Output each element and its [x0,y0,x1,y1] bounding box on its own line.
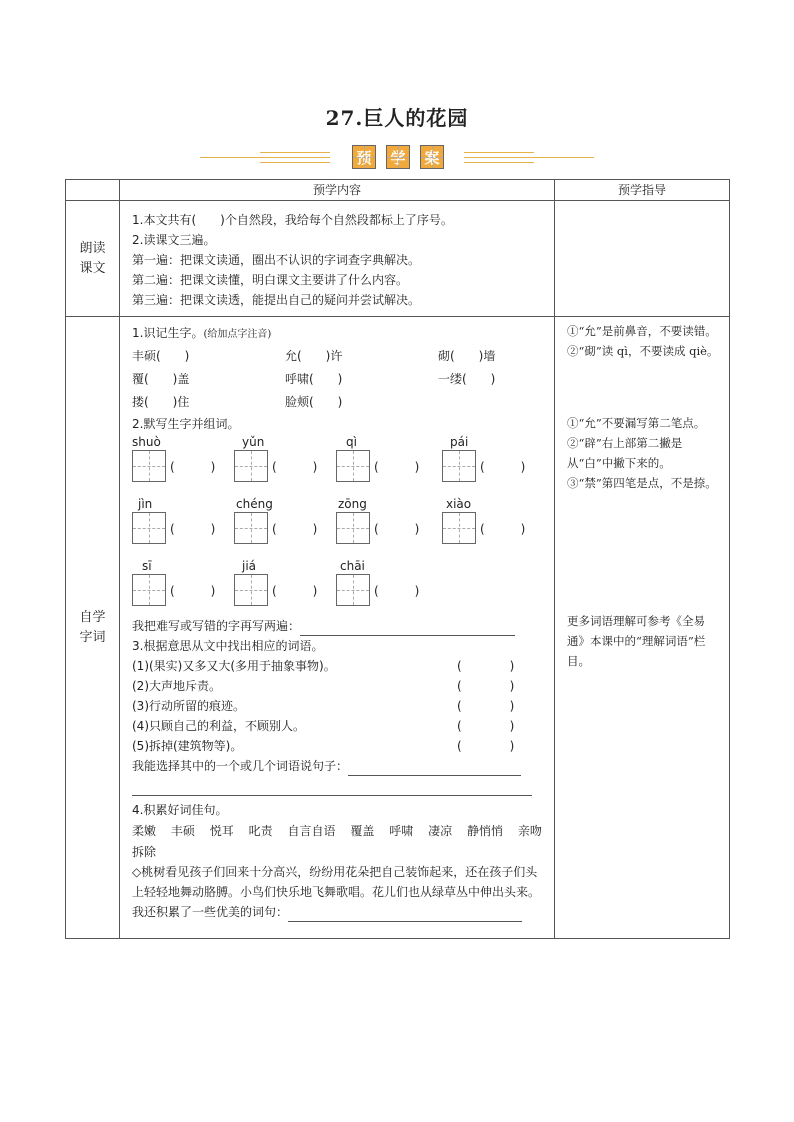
writing-box[interactable] [132,512,166,544]
answer-paren[interactable]: ( ) [374,584,420,598]
answer-paren[interactable]: ( ) [170,460,216,474]
rewrite-prompt: 我把难写或写错的字再写两遍： [132,619,301,633]
row-label-line: 朗读 [79,240,106,256]
meaning-answer[interactable]: ( ) [457,699,515,713]
row-label-line: 课文 [79,260,106,276]
vocab-line-2 [132,842,544,862]
meaning-text: (1)(果实)又多又大(多用于抽象事物)。 [132,659,336,673]
sample-passage: ◇桃树看见孩子们回来十分高兴，纷纷用花朵把自己装饰起来，还在孩子们头上轻轻地舞动胳膊。小鸟们快乐地飞舞歌唱。花儿们也从绿草丛中伸出头来。 [132,865,541,899]
answer-paren[interactable]: ( ) [170,522,216,536]
q2-title: 2.默写生字并组词。 [132,417,240,431]
vocab-word: 亲吻 [517,824,542,838]
row-label-reading [66,201,120,317]
vocab-word: 柔嫩 [132,824,157,838]
reading-line: 第一遍：把课文读通，圈出不认识的字词查字典解决。 [132,253,421,267]
writing-box[interactable] [442,450,476,482]
section-banner [200,143,594,173]
reading-content [120,201,555,317]
meaning-row [132,676,544,696]
char-item: 砌( )墙 [438,349,496,363]
meaning-row [132,696,544,716]
meaning-text: (3)行动所留的痕迹。 [132,699,245,713]
guide-note: ②“辟”右上部第二撇是从“白”中撇下来的。 [567,436,683,470]
meaning-answer[interactable]: ( ) [457,719,515,733]
answer-paren[interactable]: ( ) [374,460,420,474]
q3-title: 3.根据意思从文中找出相应的词语。 [132,639,324,653]
guide-note: ①“允”不要漏写第二笔点。 [567,416,706,430]
rewrite-answer-line[interactable] [300,621,515,636]
writing-box[interactable] [132,450,166,482]
writing-box[interactable] [234,450,268,482]
pinyin: chāi [340,559,365,573]
words-content [120,317,555,939]
writing-grid-row [132,558,544,620]
reading-guide [555,201,730,317]
writing-box[interactable] [336,450,370,482]
meaning-row [132,736,544,756]
char-row [132,391,544,414]
vocab-word: 悦耳 [209,824,234,838]
pinyin: qì [346,435,357,449]
answer-paren[interactable]: ( ) [480,460,526,474]
vocab-word: 呼啸 [389,824,414,838]
words-guide [555,317,730,939]
vocab-word: 叱责 [248,824,273,838]
header-content: 预学内容 [120,180,555,201]
reading-line: 1.本文共有( )个自然段，我给每个自然段都标上了序号。 [132,213,453,227]
meaning-answer[interactable]: ( ) [457,739,515,753]
vocab-word: 自言自语 [287,824,336,838]
accumulate-row [132,902,544,922]
answer-paren[interactable]: ( ) [170,584,216,598]
writing-box[interactable] [234,574,268,606]
meaning-row [132,716,544,736]
char-item: 覆( )盖 [132,372,190,386]
page-title: 27.巨人的花园 [325,106,469,130]
writing-box[interactable] [234,512,268,544]
vocab-word: 拆除 [132,845,157,859]
char-item: 允( )许 [285,349,343,363]
vocab-word: 丰硕 [170,824,195,838]
char-item: 搂( )住 [132,395,190,409]
accumulate-prompt: 我还积累了一些优美的词句： [132,905,289,919]
pinyin: xiào [446,497,472,511]
accumulate-answer-line[interactable] [288,907,522,922]
row-label-line: 字词 [79,629,106,645]
row-label-words [66,317,120,939]
vocab-word: 覆盖 [350,824,375,838]
pinyin: jiá [242,559,257,573]
table-corner [66,180,120,201]
writing-grid-row [132,434,544,496]
writing-grid-row [132,496,544,558]
pinyin: sī [142,559,152,573]
writing-box[interactable] [132,574,166,606]
char-item: 呼啸( ) [285,372,343,386]
guide-note: ③“禁”第四笔是点，不是捺。 [567,476,717,490]
vocab-word: 静悄悄 [467,824,504,838]
q4-title: 4.积累好词佳句。 [132,803,228,817]
guide-note: ②“砌”读 qì，不要读成 qiè。 [567,344,719,358]
char-row [132,368,544,391]
meaning-text: (2)大声地斥责。 [132,679,221,693]
char-row [132,345,544,368]
writing-box[interactable] [336,512,370,544]
meaning-text: (5)拆掉(建筑物等)。 [132,739,243,753]
guide-note: ①“允”是前鼻音，不要读错。 [567,324,717,338]
sentence-row [132,756,544,776]
answer-paren[interactable]: ( ) [272,522,318,536]
q1-note: (给加点字注音) [203,329,272,340]
writing-box[interactable] [336,574,370,606]
writing-box[interactable] [442,512,476,544]
answer-paren[interactable]: ( ) [374,522,420,536]
row-label-line: 自学 [79,609,106,625]
answer-paren[interactable]: ( ) [480,522,526,536]
banner-char-1: 预 [352,145,376,169]
meaning-answer[interactable]: ( ) [457,659,515,673]
guide-note: 更多词语理解可参考《全易通》本课中的“理解词语”栏目。 [567,614,706,668]
header-guide: 预学指导 [555,180,730,201]
meaning-text: (4)只顾自己的利益，不顾别人。 [132,719,305,733]
pinyin: chéng [236,497,273,511]
reading-line: 第二遍：把课文读懂，明白课文主要讲了什么内容。 [132,273,409,287]
banner-char-2: 学 [386,145,410,169]
meaning-row [132,656,544,676]
pinyin: jìn [138,497,153,511]
pinyin: pái [450,435,469,449]
q1-title-text: 1.识记生字。 [132,326,204,340]
q1-title [132,323,544,345]
reading-line: 2.读课文三遍。 [132,233,216,247]
sentence-answer-line[interactable] [348,761,521,776]
reading-line: 第三遍：把课文读透，能提出自己的疑问并尝试解决。 [132,293,421,307]
meaning-answer[interactable]: ( ) [457,679,515,693]
pinyin: shuò [132,435,161,449]
vocab-line [132,820,542,842]
sentence-answer-line[interactable] [132,781,532,796]
vocab-word: 凄凉 [428,824,453,838]
char-item: 一缕( ) [438,372,496,386]
answer-paren[interactable]: ( ) [272,460,318,474]
char-item: 丰硕( ) [132,349,190,363]
banner-char-3: 案 [420,145,444,169]
sentence-prompt: 我能选择其中的一个或几个词语说句子： [132,759,349,773]
preview-table [65,179,730,939]
sentence-row-2 [132,776,544,796]
pinyin: yǔn [242,435,265,449]
pinyin: zōng [338,497,367,511]
char-item: 脸颊( ) [285,395,343,409]
answer-paren[interactable]: ( ) [272,584,318,598]
